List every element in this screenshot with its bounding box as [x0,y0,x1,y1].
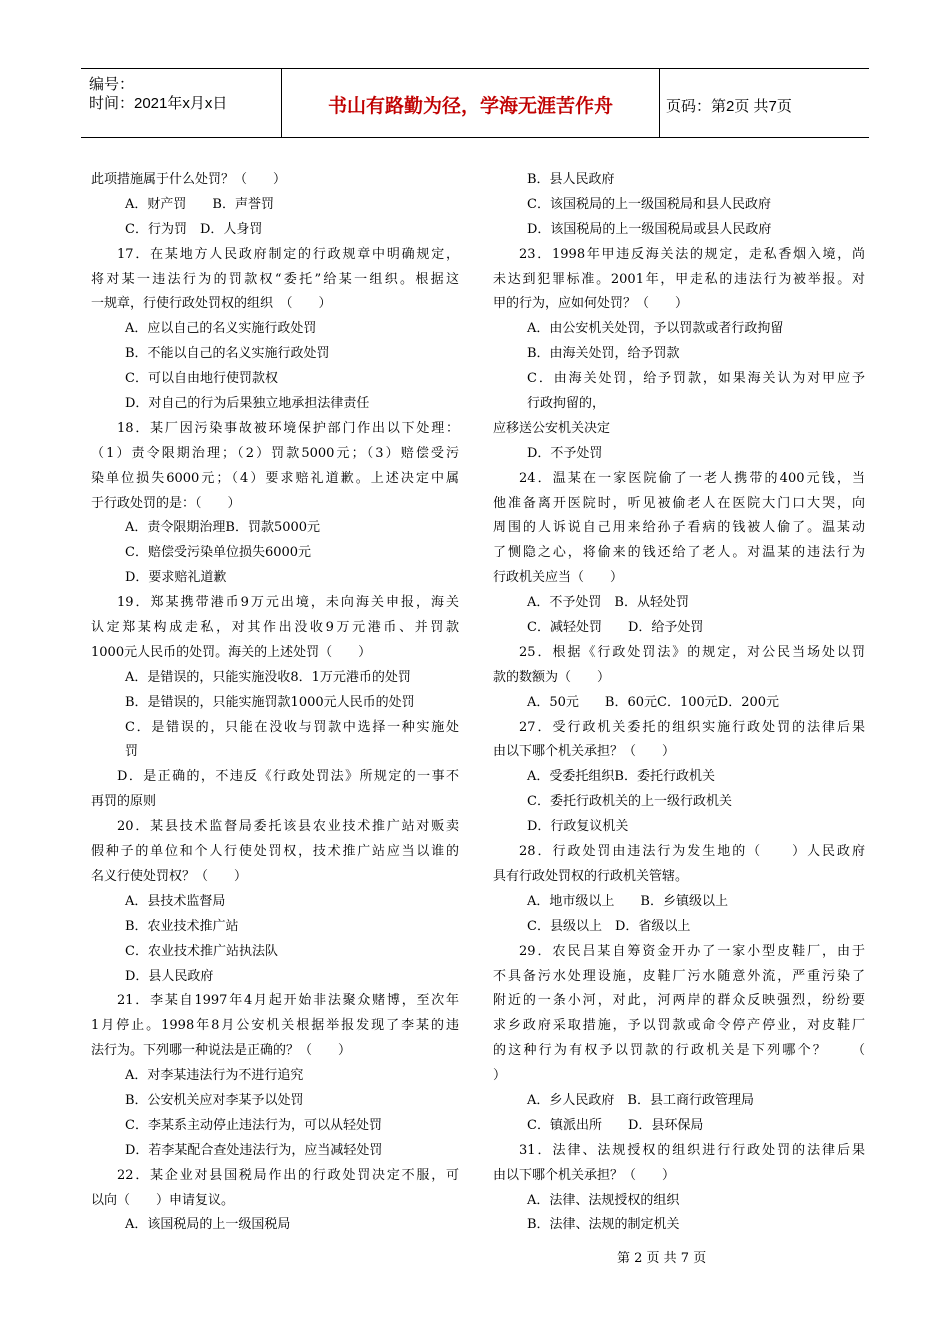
question-line: 20．某县技术监督局委托该县农业技术推广站对贩卖 [117,819,459,835]
right-column [493,168,865,1238]
question-line: 22．某企业对县国税局作出的行政处罚决定不服，可 [117,1167,459,1183]
question-line: 19．郑某携带港币9万元出境，未向海关申报，海关 [117,595,459,611]
text-line: 他准备离开医院时，听见被偷老人在医院大门口大哭，向 [493,495,865,511]
text-line: 了恻隐之心，将偷来的钱还给了老人。对温某的违法行为 [493,545,865,561]
header-meta-cell [81,69,282,137]
option-line: D．是正确的，不违反《行政处罚法》所规定的一事不 [117,769,459,785]
option-line: C．李某系主动停止违法行为，可以从轻处罚 [125,1117,382,1133]
left-column [91,168,459,1238]
option-line: C．是错误的，只能在没收与罚款中选择一种实施处 [125,719,459,735]
text-line: 具有行政处罚权的行政机关管辖。 [493,868,689,884]
option-line: B．是错误的，只能实施罚款1000元人民币的处罚 [125,694,415,710]
option-line: A．地市级以上 B．乡镇级以上 [527,893,728,909]
text-line: （1）责令限期治理；（2）罚款5000元；（3）赔偿受污 [91,445,459,461]
option-line: A．责令限期治理B．罚款5000元 [125,520,321,536]
option-line: B．不能以自己的名义实施行政处罚 [125,346,330,362]
option-line: B．由海关处罚，给予罚款 [527,346,680,362]
option-line: C．该国税局的上一级国税局和县人民政府 [527,196,771,212]
text-line: 假种子的单位和个人行使处罚权，技术推广站应当以谁的 [91,844,459,860]
option-line: C．委托行政机关的上一级行政机关 [527,794,732,810]
option-line: B．农业技术推广站 [125,918,239,934]
option-line: A．对李某违法行为不进行追究 [125,1068,304,1084]
text-line: 一规章，行使行政处罚权的组织 （ ） [91,296,332,312]
text-line: 法行为。下列哪一种说法是正确的？（ ） [91,1043,352,1059]
option-line: A．该国税局的上一级国税局 [125,1217,291,1233]
question-line: 24．温某在一家医院偷了一老人携带的400元钱，当 [519,470,865,486]
question-line: 18．某厂因污染事故被环境保护部门作出以下处理： [117,420,459,436]
option-line: A．财产罚 B．声誉罚 [125,196,274,212]
option-line: B．公安机关应对李某予以处罚 [125,1092,304,1108]
question-line: 28．行政处罚由违法行为发生地的（ ）人民政府 [519,844,865,860]
page-footer: 第 2 页 共 7 页 [617,1251,707,1266]
text-line: 于行政处罚的是：（ ） [91,495,241,511]
option-line: D．要求赔礼道歉 [125,570,227,586]
option-line: C．可以自由地行使罚款权 [125,371,278,387]
option-line: D．若李某配合查处违法行为，应当减轻处罚 [125,1142,383,1158]
text-line: 1月停止。1998年8月公安机关根据举报发现了李某的违 [91,1018,459,1034]
option-line: A．乡人民政府 B．县工商行政管理局 [527,1092,754,1108]
option-line: 罚 [125,744,139,760]
header-motto: 书山有路勤为径，学海无涯苦作舟 [327,95,613,117]
text-line: 以向（ ）申请复议。 [91,1192,235,1208]
option-line: D．县人民政府 [125,968,214,984]
document-time-label: 时间：2021年x月x日 [89,95,228,112]
option-line: A．县技术监督局 [125,893,226,909]
text-line: 由以下哪个机关承担？（ ） [493,744,676,760]
option-line: B．县人民政府 [527,172,615,187]
option-line: C．减轻处罚 D．给予处罚 [527,620,704,636]
text-line: 求乡政府采取措施，予以罚款或命令停产停业，对皮鞋厂 [493,1018,865,1034]
header-table [81,68,869,138]
option-line: C．镇派出所 D．县环保局 [527,1117,704,1133]
header-page-cell [660,69,869,137]
option-line: A．不予处罚 B．从轻处罚 [527,595,689,611]
option-line: D．行政复议机关 [527,819,629,835]
text-line: 周围的人诉说自己用来给孙子看病的钱被人偷了。温某动 [493,520,865,536]
document-number-label: 编号： [89,76,135,93]
text-line: 未达到犯罪标准。2001年，甲走私的违法行为被举报。对 [493,271,865,287]
header-motto-cell [282,69,660,137]
text-line: 款的数额为（ ） [493,669,611,685]
option-line: D．不予处罚 [527,445,603,461]
text-line: 的这种行为有权予以罚款的行政机关是下列哪个？ （ [493,1043,865,1059]
option-line: 行政拘留的， [527,396,606,412]
question-line: 31．法律、法规授权的组织进行行政处罚的法律后果 [519,1142,865,1158]
text-line: 附近的一条小河，对此，河两岸的群众反映强烈，纷纷要 [493,993,865,1009]
question-line: 29．农民吕某自筹资金开办了一家小型皮鞋厂，由于 [519,943,865,959]
text-line: ） [493,1068,507,1084]
option-line: D．对自己的行为后果独立地承担法律责任 [125,396,370,412]
option-line: C．行为罚 D．人身罚 [125,221,263,237]
option-line: C．县级以上 D．省级以上 [527,918,691,934]
option-line: A．由公安机关处罚，予以罚款或者行政拘留 [527,321,784,337]
text-line: 甲的行为，应如何处罚？（ ） [493,296,689,312]
text-line: 应移送公安机关决定 [493,420,611,436]
question-line: 25．根据《行政处罚法》的规定，对公民当场处以罚 [519,644,865,660]
text-line: 认定郑某构成走私，对其作出没收9万元港币、并罚款 [91,620,459,636]
option-line: D．该国税局的上一级国税局或县人民政府 [527,221,772,237]
question-line: 21．李某自1997年4月起开始非法聚众赌博，至次年 [117,993,459,1009]
text-line: 行政机关应当（ ） [493,570,624,586]
text-line: 名义行使处罚权？（ ） [91,868,248,884]
option-line: A．50元 B．60元C．100元D．200元 [527,694,780,710]
question-line: 23．1998年甲违反海关法的规定，走私香烟入境，尚 [519,246,865,262]
text-line: 将对某一违法行为的罚款权“委托”给某一组织。根据这 [91,271,459,287]
option-line: A．是错误的，只能实施没收8．1万元港币的处罚 [125,669,411,685]
option-line: B．法律、法规的制定机关 [527,1217,680,1233]
text-line: 染单位损失6000元；（4）要求赔礼道歉。上述决定中属 [91,470,459,486]
option-line: A．受委托组织B．委托行政机关 [527,769,715,785]
question-line: 17．在某地方人民政府制定的行政规章中明确规定， [117,246,459,262]
text-line: 不具备污水处理设施，皮鞋厂污水随意外流，严重污染了 [493,968,865,984]
text-line: 此项措施属于什么处罚？（ ） [91,172,287,187]
text-line: 再罚的原则 [91,794,157,810]
text-line: 1000元人民币的处罚。海关的上述处罚（ ） [91,644,372,660]
option-line: A．法律、法规授权的组织 [527,1192,680,1208]
option-line: C．由海关处罚，给予罚款，如果海关认为对甲应予 [527,371,865,387]
question-line: 27．受行政机关委托的组织实施行政处罚的法律后果 [519,719,865,735]
option-line: C．赔偿受污染单位损失6000元 [125,545,312,561]
header-page-info: 页码：第2页 共7页 [666,98,792,115]
text-line: 由以下哪个机关承担？（ ） [493,1167,676,1183]
option-line: A．应以自己的名义实施行政处罚 [125,321,317,337]
option-line: C．农业技术推广站执法队 [125,943,278,959]
